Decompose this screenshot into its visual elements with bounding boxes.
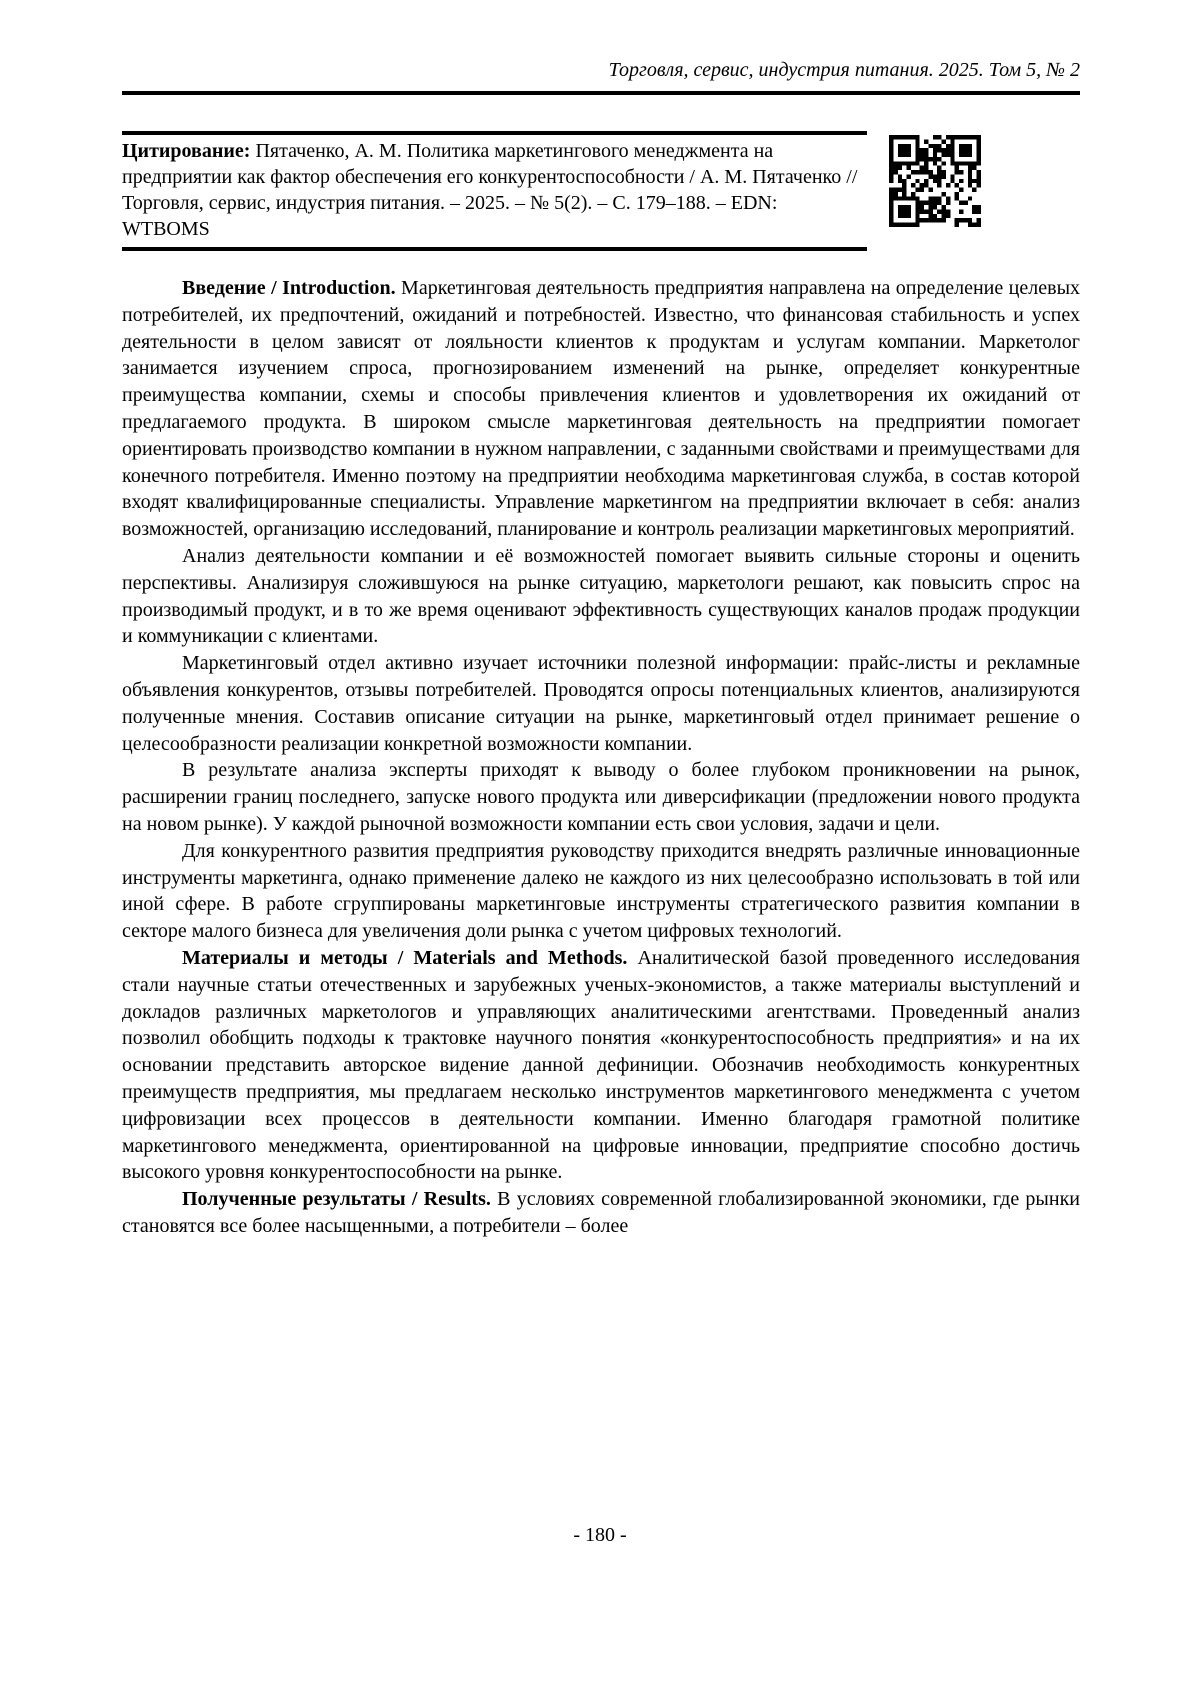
paragraph-text: Анализ деятельности компании и её возможностей помогает выявить сильные стороны и оценить перспективы. Анализируя сложившуюся на рынке ситуацию, маркетологи решают, как повысить спрос на производимый продукт, и в то же время оценивают эффективность существующих каналов продаж продукции и коммуникации с клиентами. xyxy=(122,544,1080,648)
journal-title: Торговля, сервис, индустрия питания. 2025. Том 5, № 2 xyxy=(608,59,1080,81)
paragraph xyxy=(122,757,1080,837)
paragraph xyxy=(122,1186,1080,1240)
paragraph xyxy=(122,945,1080,1186)
paragraph-lead: Введение / Introduction. xyxy=(182,277,396,299)
paragraph xyxy=(122,838,1080,945)
paragraph-lead: Полученные результаты / Results. xyxy=(182,1188,491,1211)
qr-code-image xyxy=(889,135,981,227)
citation-row xyxy=(122,131,1080,251)
paragraph xyxy=(122,650,1080,757)
paragraph-text: Аналитической базой проведенного исследования стали научные статьи отечественных и зарубежных ученых-экономистов, а также материалы выступлений и докладов различных маркетологов и управляющих аналитическими агентствами. Проведенный анализ позволил обобщить подходы к трактовке научного понятия «конкурентоспособность предприятия» и на их основании представить авторское видение данной дефиниции. Обозначив необходимость конкурентных преимуществ предприятия, мы предлагаем несколько инструментов маркетингового менеджмента с учетом цифровизации всех процессов в деятельности компании. Именно благодаря грамотной политике маркетингового менеджмента, ориентированной на цифровые инновации, предприятие способно достичь высокого уровня конкурентоспособности на рынке. xyxy=(122,946,1081,1184)
citation-paragraph xyxy=(122,138,867,242)
citation-box xyxy=(122,131,867,251)
paragraph-text: Маркетинговая деятельность предприятия направлена на определение целевых потребителей, их предпочтений, ожиданий и потребностей. Известно, что финансовая стабильность и успех деятельности в целом зависят от лояльности клиентов к продуктам и услугам компании. Маркетолог занимается изучением спроса, прогнозированием изменений на рынке, определяет конкурентные преимущества компании, схемы и способы привлечения клиентов и удовлетворения их ожиданий от предлагаемого продукта. В широком смысле маркетинговая деятельность на предприятии помогает ориентировать производство компании в нужном направлении, с заданными свойствами и преимуществами для конечного потребителя. Именно поэтому на предприятии необходима маркетинговая служба, в состав которой входят квалифицированные специалисты. Управление маркетингом на предприятии включает в себя: анализ возможностей, организацию исследований, планирование и контроль реализации маркетинговых мероприятий. xyxy=(122,277,1081,541)
paragraph-text: Маркетинговый отдел активно изучает источники полезной информации: прайс-листы и рекламные объявления конкурентов, отзывы потребителей. Проводятся опросы потенциальных клиентов, анализируются полученные мнения. Составив описание ситуации на рынке, маркетинговый отдел принимает решение о целесообразности реализации конкретной возможности компании. xyxy=(122,652,1080,755)
journal-header xyxy=(122,58,1080,91)
paragraph-text: В результате анализа эксперты приходят к выводу о более глубоком проникновении на рынок, расширении границ последнего, запуске нового продукта или диверсификации (предложении нового продукта на новом рынке). У каждой рыночной возможности компании есть свои условия, задачи и цели. xyxy=(122,759,1080,835)
paragraph xyxy=(122,275,1080,543)
page-number: - 180 - xyxy=(573,1524,627,1546)
paragraph-lead: Материалы и методы / Materials and Methods. xyxy=(182,946,628,969)
paragraph-text: Для конкурентного развития предприятия руководству приходится внедрять различные инновационные инструменты маркетинга, однако применение далеко не каждого из них целесообразно использовать в той или иной сфере. В работе сгруппированы маркетинговые инструменты стратегического развития компании в секторе малого бизнеса для увеличения доли рынка с учетом цифровых технологий. xyxy=(122,839,1080,943)
paragraph xyxy=(122,543,1080,650)
paragraph-text: В условиях современной глобализированной экономики, где рынки становятся все более насыщенными, а потребители – более xyxy=(122,1188,1080,1237)
header-divider xyxy=(122,91,1080,95)
article-body xyxy=(122,275,1080,1240)
citation-label: Цитирование: xyxy=(122,140,251,162)
qr-code-icon xyxy=(889,135,981,227)
citation-text: Пятаченко, А. М. Политика маркетингового менеджмента на предприятии как фактор обеспечения его конкурентоспособности / А. М. Пятаченко // Торговля, сервис, индустрия питания. – 2025. – № 5(2). – С. 179–188. – EDN: WTBOMS xyxy=(122,140,858,240)
